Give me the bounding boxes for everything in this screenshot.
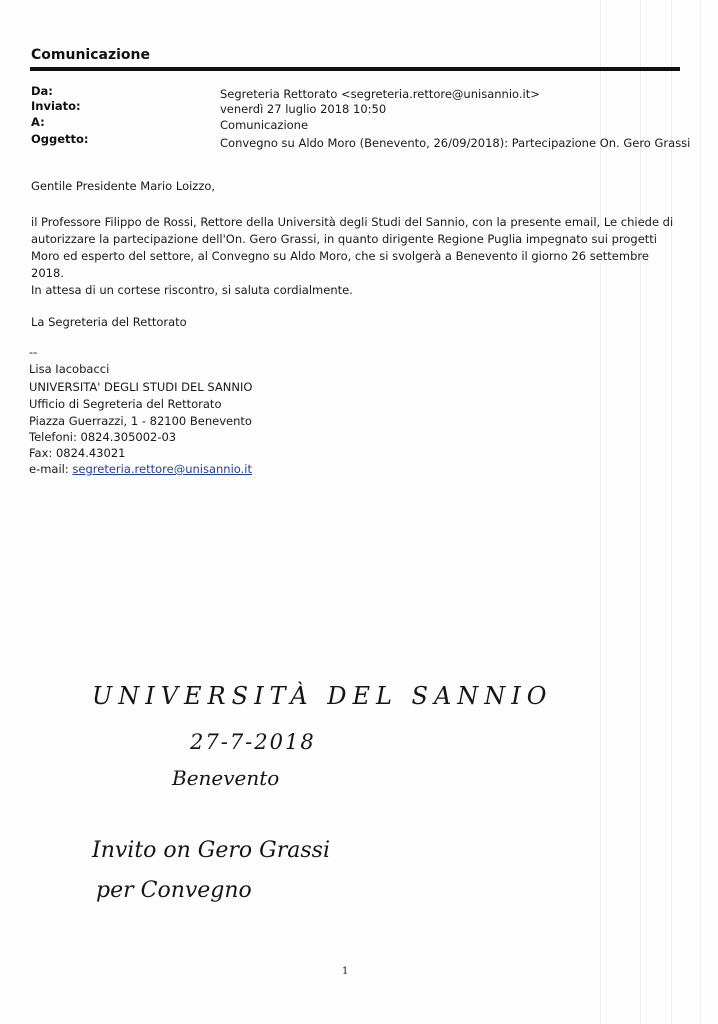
signature-email-line [29,462,252,476]
handwritten-university: UNIVERSITÀ DEL SANNIO [92,682,553,710]
subject-value: Convegno su Aldo Moro (Benevento, 26/09/2018): Partecipazione On. Gero Grassi [220,136,691,150]
subject-label: Oggetto: [31,132,89,146]
email-label: e-mail: [29,462,73,476]
greeting: Gentile Presidente Mario Loizzo, [31,179,216,193]
scan-streak [671,0,672,1024]
body-paragraph: il Professore Filippo de Rossi, Rettore della Università degli Studi del Sannio, con la presente email, Le chiede di autorizzare la partecipazione dell'On. Gero Grassi, in quanto dirigente Regione Puglia impegnato sui progetti Moro ed esperto del settore, al Convegno su Aldo Moro, che si svolgerà a Benevento il giorno 26 settembre 2018. [31,215,674,280]
signature-address: Piazza Guerrazzi, 1 - 82100 Benevento [29,414,252,428]
from-value: Segreteria Rettorato <segreteria.rettore@unisannio.it> [220,87,540,101]
handwritten-note-line1: Invito on Gero Grassi [92,838,330,863]
handwritten-date: 27-7-2018 [190,730,316,754]
scan-streak [600,0,601,1024]
closing-line: In attesa di un cortese riscontro, si saluta cordialmente. [31,283,353,297]
page-number: 1 [342,966,349,977]
email-link[interactable]: segreteria.rettore@unisannio.it [72,462,252,476]
to-value: Comunicazione [220,118,309,132]
sent-label: Inviato: [31,99,81,113]
document-title: Comunicazione [31,47,150,63]
signature-name: Lisa Iacobacci [29,362,110,376]
title-rule [30,67,680,71]
from-label: Da: [31,84,53,98]
scan-streak [640,0,641,1024]
sender-line: La Segreteria del Rettorato [31,315,187,329]
signature-fax: Fax: 0824.43021 [29,446,126,460]
handwritten-note-line2: per Convegno [96,878,252,903]
sent-value: venerdì 27 luglio 2018 10:50 [220,102,387,116]
signature-separator: -- [29,345,38,359]
to-label: A: [31,115,45,129]
scan-streak [700,0,701,1024]
signature-phone: Telefoni: 0824.305002-03 [29,430,177,444]
signature-office: Ufficio di Segreteria del Rettorato [29,397,222,411]
handwritten-city: Benevento [172,766,280,790]
signature-institution: UNIVERSITA' DEGLI STUDI DEL SANNIO [29,380,253,394]
